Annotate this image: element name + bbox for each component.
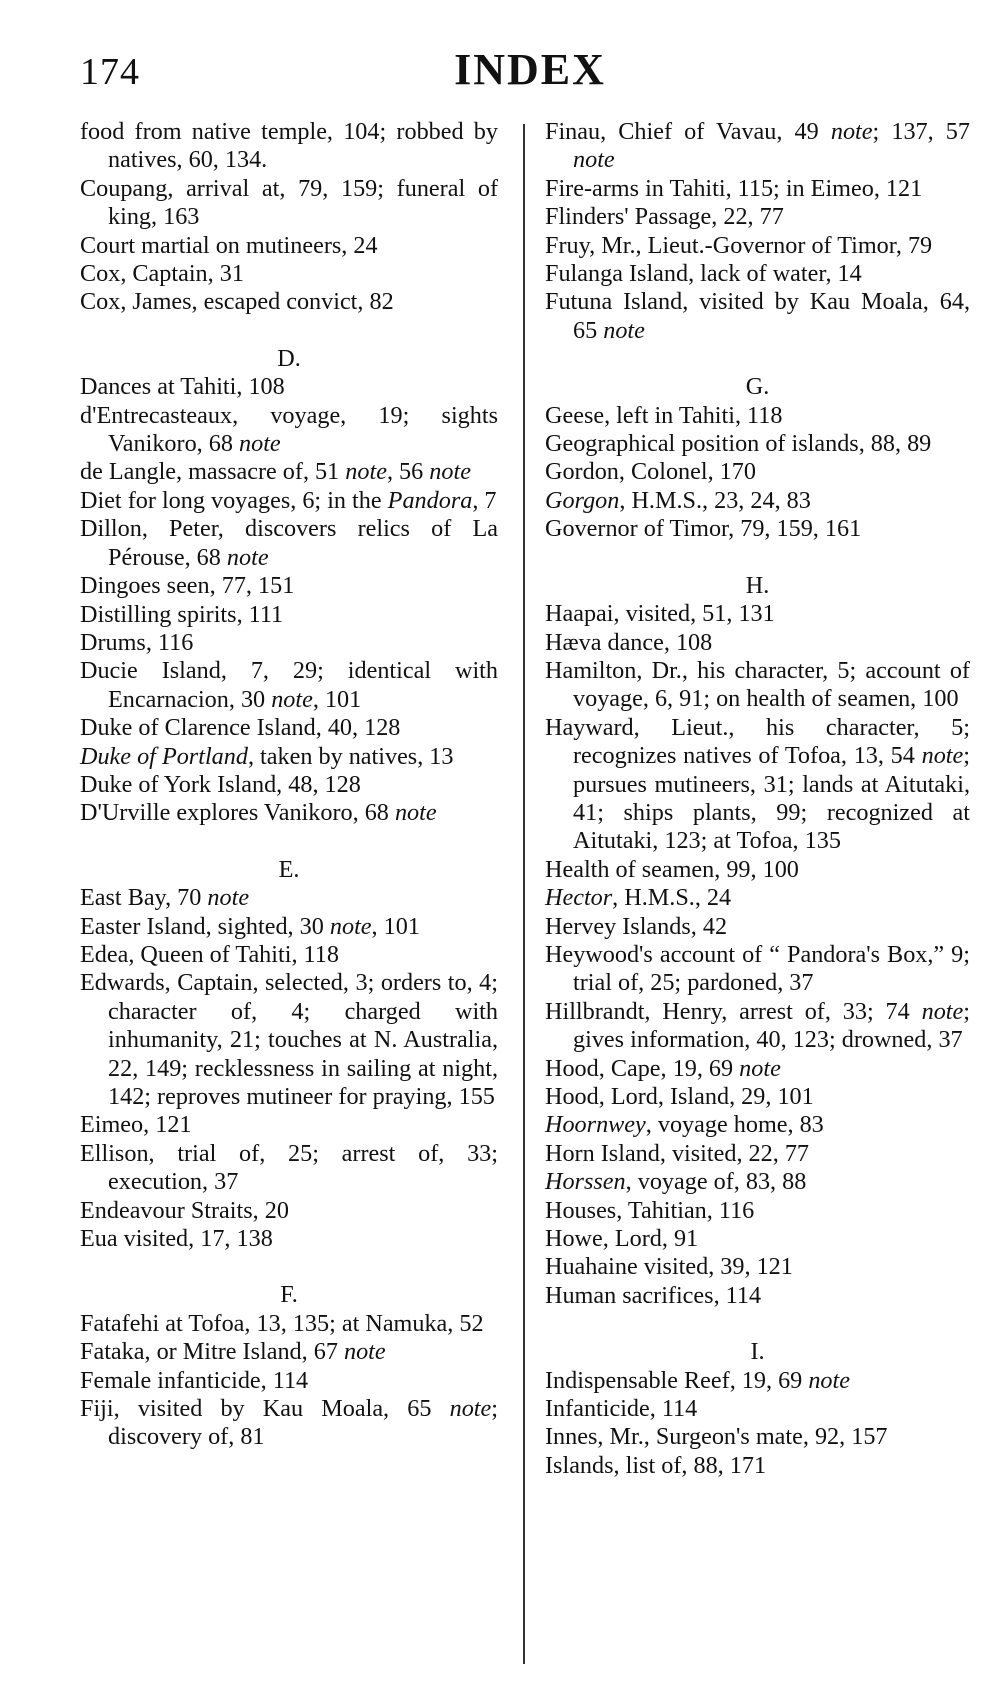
index-entry [545, 232, 970, 260]
index-entry [80, 913, 498, 941]
entry-text: Finau, Chief of Vavau, 49 [545, 118, 831, 145]
index-entry [545, 629, 970, 657]
entry-text: Diet for long voyages, 6; in the [80, 486, 388, 514]
index-entry [545, 402, 970, 430]
index-entry [80, 1197, 498, 1225]
entry-text: Dillon, Peter, discovers relics of La Pérouse, 68 [80, 515, 498, 571]
entry-text: d'Entrecasteaux, voyage, 19; sights Vanikoro, 68 [80, 401, 498, 458]
entry-text: Health of seamen, 99, 100 [545, 855, 799, 883]
entry-text: Hood, Cape, 19, 69 [545, 1054, 740, 1082]
entry-text: Coupang, arrival at, 79, 159; funeral of king, 163 [80, 174, 498, 231]
index-entry [80, 1310, 498, 1338]
entry-text: Easter Island, sighted, 30 [80, 912, 330, 940]
entry-text: Infanticide, 114 [545, 1395, 698, 1423]
index-entry [545, 1055, 970, 1083]
index-entry [545, 1395, 970, 1423]
italic-text: note [271, 685, 313, 713]
index-entry [545, 1282, 970, 1310]
index-entry [80, 1140, 498, 1197]
column-divider [523, 124, 525, 1664]
page-title: INDEX [454, 45, 606, 94]
index-entry [545, 118, 970, 175]
entry-text: Gordon, Colonel, 170 [545, 458, 756, 486]
entry-text: Drums, 116 [80, 628, 194, 656]
index-entry [80, 373, 498, 401]
index-entry [545, 458, 970, 486]
entry-text: , taken by natives, 13 [247, 742, 454, 770]
italic-text: note [429, 458, 471, 486]
entry-text: Hamilton, Dr., his character, 5; account of voyage, 6, 91; on health of seamen, 100 [545, 656, 970, 713]
italic-text: note [226, 543, 269, 571]
index-entry [545, 600, 970, 628]
italic-text: Gorgon [545, 486, 620, 514]
entry-text: Fulanga Island, lack of water, 14 [545, 260, 862, 288]
index-entry [80, 969, 498, 1111]
index-entry [545, 1253, 970, 1281]
entry-text: Heywood's account of “ Pandora's Box,” 9; trial of, 25; pardoned, 37 [545, 940, 970, 997]
entry-text: Hood, Lord, Island, 29, 101 [545, 1083, 814, 1110]
index-entry [545, 856, 970, 884]
entry-text: Dingoes seen, 77, 151 [80, 572, 295, 600]
index-entry [80, 487, 498, 515]
entry-text: Indispensable Reef, 19, 69 [545, 1366, 809, 1394]
index-entry [545, 1168, 970, 1196]
entry-text: food from native temple, 104; robbed by natives, 60, 134. [80, 118, 498, 174]
index-entry [80, 771, 498, 799]
index-entry [545, 1197, 970, 1225]
italic-text: Hoornwey [545, 1111, 646, 1139]
index-entry [545, 1452, 970, 1480]
italic-text: Duke of Portland [80, 742, 248, 770]
index-column-left [80, 118, 498, 1452]
entry-text: Hayward, Lieut., his character, 5; recognizes natives of Tofoa, 13, 54 [545, 713, 970, 770]
entry-text: Eimeo, 121 [80, 1111, 192, 1139]
index-entry [545, 515, 970, 543]
section-letter: I. [750, 1338, 765, 1366]
section-letter: F. [280, 1281, 298, 1309]
entry-text: Fiji, visited by Kau Moala, 65 [80, 1395, 450, 1423]
index-entry [80, 743, 498, 771]
entry-text: Houses, Tahitian, 116 [545, 1196, 755, 1224]
entry-text: Edea, Queen of Tahiti, 118 [80, 940, 339, 968]
index-entry [80, 1395, 498, 1452]
entry-text: Huahaine visited, 39, 121 [545, 1253, 793, 1281]
entry-text: Fire-arms in Tahiti, 115; in Eimeo, 121 [545, 174, 923, 202]
index-entry [545, 941, 970, 998]
entry-text: Distilling spirits, 111 [80, 600, 284, 628]
entry-text: , 101 [312, 685, 362, 713]
italic-text: note [239, 430, 281, 458]
italic-text: note [329, 912, 372, 940]
index-entry [545, 260, 970, 288]
entry-text: , 7 [472, 486, 497, 514]
index-entry [545, 175, 970, 203]
index-entry [80, 1225, 498, 1253]
entry-text: , H.M.S., 24 [612, 884, 732, 912]
entry-text: Edwards, Captain, selected, 3; orders to, 4; character of, 4; charged with inhumanity, 21; touches at N. Australia, 22, 149; recklessness in sailing at night, 142; reproves mutineer for praying, 155 [80, 969, 498, 1110]
italic-text: Hector [545, 884, 613, 912]
entry-text: , voyage of, 83, 88 [625, 1168, 807, 1196]
index-entry [80, 714, 498, 742]
index-entry [80, 884, 498, 912]
italic-text: note [343, 1338, 386, 1366]
italic-text: note [739, 1054, 781, 1082]
entry-text: Cox, James, escaped convict, 82 [80, 288, 394, 316]
entry-text: ; discovery of, 81 [108, 1395, 498, 1451]
entry-text: Fruy, Mr., Lieut.-Governor of Timor, 79 [545, 231, 933, 259]
index-entry [80, 288, 498, 316]
index-entry [80, 941, 498, 969]
entry-text: Human sacrifices, 114 [545, 1281, 762, 1309]
index-entry [545, 1367, 970, 1395]
index-entry [80, 1367, 498, 1395]
index-entry [80, 175, 498, 232]
italic-text: Horssen [545, 1168, 626, 1196]
index-entry [545, 487, 970, 515]
entry-text: Ellison, trial of, 25; arrest of, 33; execution, 37 [80, 1139, 498, 1196]
section-letter: E. [278, 855, 300, 883]
entry-text: , H.M.S., 23, 24, 83 [619, 486, 811, 514]
entry-text: , 56 [386, 458, 430, 486]
entry-text: Dances at Tahiti, 108 [80, 373, 285, 401]
index-entry [545, 884, 970, 912]
index-entry [545, 714, 970, 856]
entry-text: , 101 [371, 912, 420, 940]
index-entry [545, 657, 970, 714]
section-letter: H. [745, 571, 770, 599]
index-entry [80, 1111, 498, 1139]
entry-text: Fatafehi at Tofoa, 13, 135; at Namuka, 52 [80, 1309, 484, 1337]
italic-text: note [808, 1366, 850, 1394]
italic-text: note [573, 146, 615, 174]
entry-text: Duke of York Island, 48, 128 [80, 770, 361, 798]
entry-text: Innes, Mr., Surgeon's mate, 92, 157 [545, 1423, 888, 1451]
index-entry [80, 402, 498, 459]
entry-text: Ducie Island, 7, 29; identical with Encarnacion, 30 [80, 657, 498, 713]
index-entry [80, 601, 498, 629]
index-entry [545, 1225, 970, 1253]
entry-text: Haapai, visited, 51, 131 [545, 600, 775, 628]
index-entry [545, 913, 970, 941]
index-entry [80, 458, 498, 486]
entry-text: D'Urville explores Vanikoro, 68 [80, 799, 395, 827]
entry-text: ; 137, 57 [872, 118, 970, 145]
italic-text: note [603, 316, 645, 344]
italic-text: note [345, 458, 387, 486]
index-entry [80, 657, 498, 714]
entry-text: Flinders' Passage, 22, 77 [545, 203, 784, 231]
entry-text: Horn Island, visited, 22, 77 [545, 1139, 810, 1167]
italic-text: Pandora [387, 486, 473, 514]
index-entry [545, 1423, 970, 1451]
index-entry [80, 799, 498, 827]
entry-text: Eua visited, 17, 138 [80, 1225, 273, 1253]
index-entry [80, 629, 498, 657]
entry-text: Hæva dance, 108 [545, 628, 713, 656]
entry-text: Hillbrandt, Henry, arrest of, 33; 74 [545, 997, 922, 1025]
entry-text: Futuna Island, visited by Kau Moala, 64, 65 [545, 288, 970, 344]
index-entry [545, 203, 970, 231]
entry-text: Geese, left in Tahiti, 118 [545, 401, 783, 429]
entry-text: Islands, list of, 88, 171 [545, 1451, 767, 1479]
index-entry [80, 232, 498, 260]
entry-text: Cox, Captain, 31 [80, 260, 244, 288]
entry-text: ; pursues mutineers, 31; lands at Aitutaki, 41; ships plants, 99; recognized at Aitutaki, 123; at Tofoa, 135 [573, 742, 970, 855]
index-entry [545, 1083, 970, 1111]
italic-text: note [921, 742, 964, 770]
index-entry [545, 1111, 970, 1139]
entry-text: Duke of Clarence Island, 40, 128 [80, 714, 401, 742]
entry-text: Female infanticide, 114 [80, 1366, 309, 1394]
index-column-right [545, 118, 970, 1480]
index-entry [545, 288, 970, 345]
index-entry [80, 260, 498, 288]
italic-text: note [830, 118, 873, 145]
section-letter: G. [745, 373, 770, 401]
entry-text: Geographical position of islands, 88, 89 [545, 430, 932, 458]
section-letter: D. [277, 344, 301, 372]
italic-text: note [449, 1395, 492, 1423]
entry-text: de Langle, massacre of, 51 [80, 458, 346, 486]
entry-text: Howe, Lord, 91 [545, 1225, 699, 1253]
index-entry [545, 1140, 970, 1168]
italic-text: note [394, 799, 437, 827]
index-entry [545, 998, 970, 1055]
index-entry [80, 515, 498, 572]
index-entry-continuation [80, 118, 498, 175]
entry-text: Governor of Timor, 79, 159, 161 [545, 515, 862, 543]
entry-text: Hervey Islands, 42 [545, 912, 728, 940]
page-number: 174 [80, 51, 140, 93]
entry-text: Fataka, or Mitre Island, 67 [80, 1338, 344, 1366]
italic-text: note [921, 997, 964, 1025]
entry-text: , voyage home, 83 [645, 1111, 824, 1139]
entry-text: Endeavour Straits, 20 [80, 1196, 289, 1224]
italic-text: note [207, 884, 250, 912]
index-entry [545, 430, 970, 458]
index-entry [80, 1338, 498, 1366]
entry-text: ; gives information, 40, 123; drowned, 37 [573, 997, 970, 1054]
entry-text: East Bay, 70 [80, 884, 208, 912]
index-entry [80, 572, 498, 600]
entry-text: Court martial on mutineers, 24 [80, 231, 378, 259]
